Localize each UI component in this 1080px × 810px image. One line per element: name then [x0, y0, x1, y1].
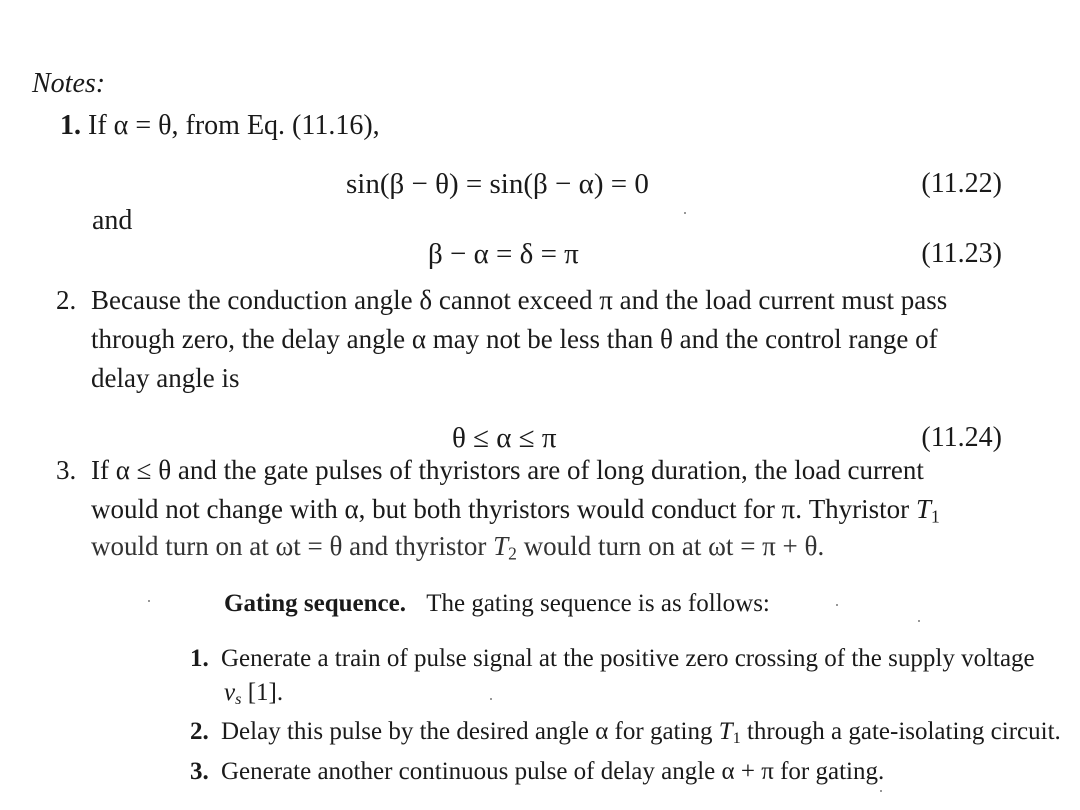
note-2-line-3: delay angle is	[91, 363, 240, 393]
thyristor-t1-symbol: T	[718, 718, 733, 745]
scan-speck	[836, 604, 838, 606]
gating-step-1	[190, 645, 1035, 673]
note-1	[60, 110, 380, 142]
equation-number-11-23: (11.23)	[921, 238, 1002, 269]
equation-11-24: θ ≤ α ≤ π	[452, 422, 557, 454]
gating-step-3-number: 3.	[190, 758, 209, 785]
equation-number-11-24: (11.24)	[921, 422, 1002, 453]
gating-sequence-heading-line	[224, 590, 770, 618]
equation-11-23: β − α = δ = π	[428, 238, 579, 270]
gating-step-1-number: 1.	[190, 645, 209, 672]
note-3-line-1: If α ≤ θ and the gate pulses of thyristors are of long duration, the load current	[91, 455, 924, 485]
scan-speck	[148, 600, 150, 602]
note-2-line-2: through zero, the delay angle α may not be less than θ and the control range of	[91, 324, 938, 354]
thyristor-t2-symbol: T	[493, 531, 509, 561]
note-2-number: 2.	[56, 285, 77, 315]
gating-step-2: 2. Delay this pulse by the desired angle α for gating $T_1$ through a gate-isolating circuit.	[190, 718, 1061, 748]
gating-step-3	[190, 758, 884, 786]
equation-11-22: sin(β − θ) = sin(β − α) = 0	[346, 168, 649, 200]
notes-label: Notes:	[32, 68, 106, 99]
equation-number-11-22: (11.22)	[921, 168, 1002, 199]
note-3-line-3: would turn on at ωt = θ and thyristor $T_2$ would turn on at ωt = π + θ.	[91, 531, 825, 564]
note-1-text: If α = θ, from Eq. (11.16),	[88, 110, 380, 141]
scan-speck	[880, 790, 882, 792]
note-3-line-2: would not change with α, but both thyristors would conduct for π. Thyristor $T_1$	[91, 494, 940, 527]
thyristor-t1-symbol: T	[915, 494, 931, 524]
scan-speck	[490, 698, 492, 700]
scan-speck	[684, 212, 686, 214]
supply-voltage-symbol: v	[224, 679, 236, 706]
gating-sequence-intro: The gating sequence is as follows:	[426, 590, 770, 617]
gating-step-1-text: Generate a train of pulse signal at the positive zero crossing of the supply voltage	[221, 645, 1035, 672]
gating-step-2-number: 2.	[190, 718, 209, 745]
note-2-line-1: Because the conduction angle δ cannot exceed π and the load current must pass	[91, 285, 948, 315]
gating-step-3-text: Generate another continuous pulse of delay angle α + π for gating.	[221, 758, 885, 785]
scan-speck	[918, 620, 920, 622]
gating-sequence-heading: Gating sequence.	[224, 590, 406, 617]
gating-step-1-line-2: $v_s$ [1].	[224, 679, 284, 709]
note-3-number: 3.	[56, 455, 77, 485]
note-1-and: and	[92, 205, 133, 236]
note-1-number: 1.	[60, 110, 81, 141]
